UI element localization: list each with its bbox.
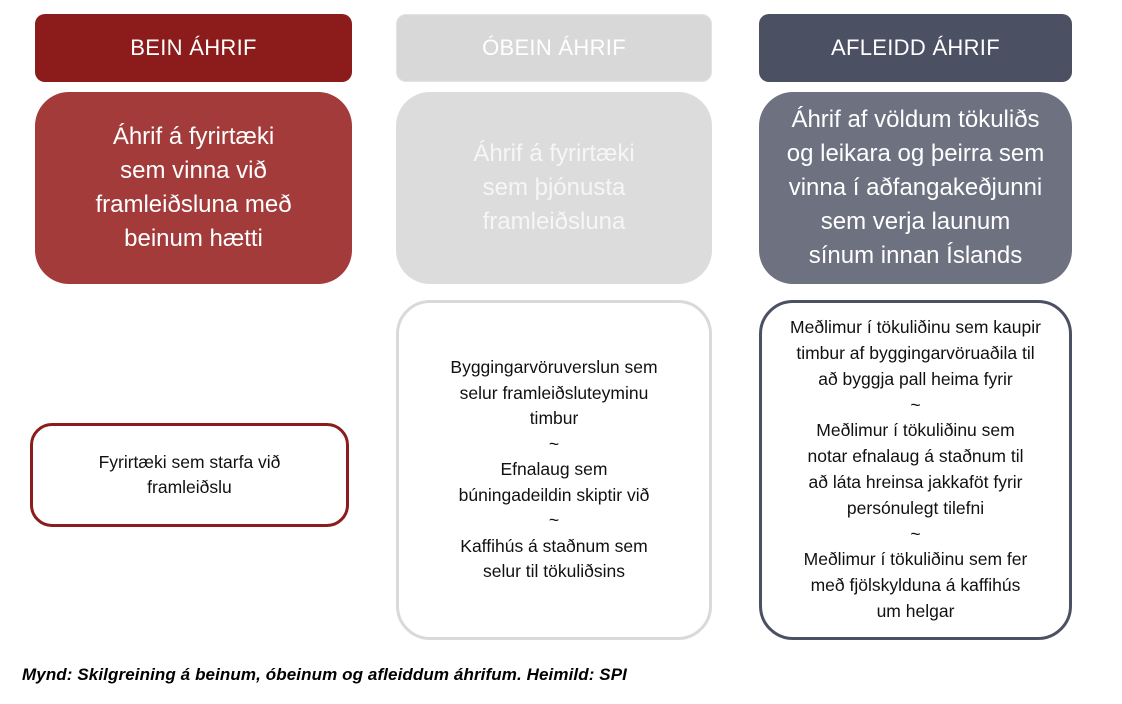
direct-effects-example-text: [99, 450, 281, 501]
indirect-effects-header-label: ÓBEIN ÁHRIF: [482, 35, 626, 60]
induced-effects-header: [759, 14, 1072, 82]
description-line: sem vinna við: [120, 157, 267, 184]
direct-effects-example: [30, 423, 349, 527]
example-line: Efnalaug sem: [500, 459, 608, 480]
description-line: sem verja launum: [820, 208, 1011, 235]
figure-caption: Mynd: Skilgreining á beinum, óbeinum og afleiddum áhrifum. Heimild: SPI: [22, 665, 627, 684]
example-line: selur til tökuliðsins: [483, 561, 625, 582]
indirect-effects-example-text: [450, 355, 657, 585]
example-line: Meðlimur í tökuliðinu sem kaupir: [790, 317, 1041, 338]
example-separator: ~: [548, 510, 560, 531]
example-line: framleiðslu: [147, 477, 232, 497]
example-line: Meðlimur í tökuliðinu sem: [816, 420, 1015, 441]
example-line: að byggja pall heima fyrir: [818, 368, 1013, 389]
induced-effects-example: [759, 300, 1072, 640]
description-line: framleiðsluna: [482, 208, 626, 235]
induced-effects-example-text: [790, 315, 1041, 625]
direct-effects-header-label: BEIN ÁHRIF: [130, 35, 257, 60]
description-line: framleiðsluna með: [95, 191, 292, 218]
indirect-effects-example: [396, 300, 712, 640]
example-line: notar efnalaug á staðnum til: [807, 446, 1024, 467]
example-line: með fjölskylduna á kaffihús: [810, 575, 1021, 596]
example-line: selur framleiðsluteyminu: [459, 382, 649, 403]
example-line: búningadeildin skiptir við: [458, 484, 650, 505]
indirect-effects-description: [396, 92, 712, 284]
direct-effects-description-text: [95, 120, 291, 256]
direct-effects-description: [35, 92, 352, 284]
example-separator: ~: [910, 394, 921, 415]
description-line: beinum hætti: [124, 225, 263, 252]
description-line: sínum innan Íslands: [808, 242, 1023, 269]
example-separator: ~: [910, 523, 921, 544]
induced-effects-description-text: [787, 103, 1044, 273]
description-line: Áhrif af völdum tökuliðs: [791, 106, 1040, 133]
description-line: Áhrif á fyrirtæki: [473, 140, 635, 167]
example-line: timbur: [529, 408, 579, 429]
induced-effects-header-label: AFLEIDD ÁHRIF: [831, 35, 1000, 60]
description-line: og leikara og þeirra sem: [786, 140, 1045, 167]
example-line: Fyrirtæki sem starfa við: [98, 451, 281, 472]
description-line: Áhrif á fyrirtæki: [112, 123, 275, 150]
example-separator: ~: [548, 433, 560, 454]
induced-effects-description: [759, 92, 1072, 284]
direct-effects-header: [35, 14, 352, 82]
example-line: timbur af byggingarvöruaðila til: [796, 343, 1035, 364]
example-line: Meðlimur í tökuliðinu sem fer: [803, 549, 1028, 570]
description-line: sem þjónusta: [482, 174, 626, 201]
description-line: vinna í aðfangakeðjunni: [788, 174, 1043, 201]
example-line: um helgar: [876, 600, 955, 621]
example-line: að láta hreinsa jakkaföt fyrir: [808, 472, 1023, 492]
example-line: Byggingarvöruverslun sem: [450, 357, 658, 378]
example-line: Kaffihús á staðnum sem: [460, 535, 648, 556]
indirect-effects-description-text: [473, 137, 634, 239]
indirect-effects-header: [396, 14, 712, 82]
example-line: persónulegt tilefni: [846, 497, 985, 518]
